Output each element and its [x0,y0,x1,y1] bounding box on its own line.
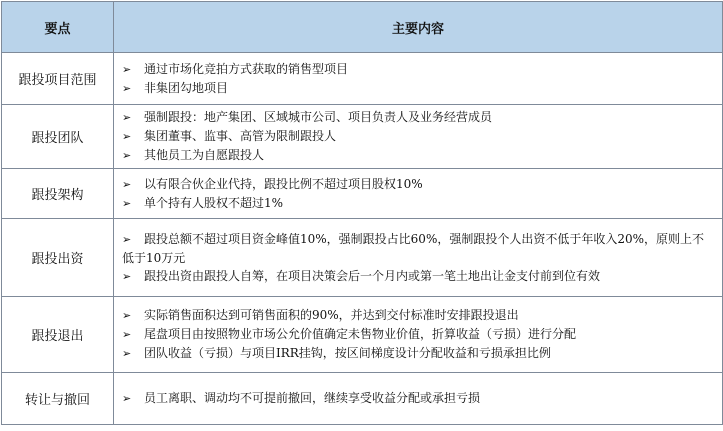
arrowhead-bullet-icon: ➢ [122,309,132,322]
list-item: ➢ 强制跟投：地产集团、区域城市公司、项目负责人及业务经营成员 [122,108,716,127]
row-content [114,105,723,169]
table-row [2,53,723,105]
list-item: ➢ 以有限合伙企业代持，跟投比例不超过项目股权10% [122,175,716,194]
table-row [2,105,723,169]
row-key: 跟投团队 [2,105,114,169]
row-key: 跟投项目范围 [2,53,114,105]
list-item: ➢ 实际销售面积达到可销售面积的90%，并达到交付标准时安排跟投退出 [122,306,716,325]
arrowhead-bullet-icon: ➢ [122,81,132,95]
row-content [114,297,723,373]
list-item: ➢ 集团董事、监事、高管为限制跟投人 [122,127,716,146]
table-row [2,297,723,373]
list-item: ➢ 跟投出资由跟投人自筹，在项目决策会后一个月内或第一笔土地出让金支付前到位有效 [122,267,716,286]
header-key: 要点 [2,2,114,53]
arrowhead-bullet-icon: ➢ [122,177,132,191]
arrowhead-bullet-icon: ➢ [122,328,132,341]
row-content [114,169,723,219]
arrowhead-bullet-icon: ➢ [122,392,132,405]
list-item: ➢ 员工离职、调动均不可提前撤回，继续享受收益分配或承担亏损 [122,389,716,408]
row-key: 转让与撤回 [2,373,114,425]
arrowhead-bullet-icon: ➢ [122,111,132,124]
row-content [114,53,723,105]
arrowhead-bullet-icon: ➢ [122,62,132,76]
arrowhead-bullet-icon: ➢ [122,347,132,360]
list-item: ➢ 其他员工为自愿跟投人 [122,146,716,165]
row-key: 跟投退出 [2,297,114,373]
list-item: ➢ 尾盘项目由按照物业市场公允价值确定未售物业价值，折算收益（亏损）进行分配 [122,325,716,344]
list-item: ➢ 团队收益（亏损）与项目IRR挂钩，按区间梯度设计分配收益和亏损承担比例 [122,344,716,363]
arrowhead-bullet-icon: ➢ [122,130,132,143]
table-header-row [2,2,723,53]
table-row [2,219,723,297]
arrowhead-bullet-icon: ➢ [122,149,132,162]
list-item: ➢ 单个持有人股权不超过1% [122,194,716,213]
arrowhead-bullet-icon: ➢ [122,232,132,246]
table-row [2,373,723,425]
table-row [2,169,723,219]
row-key: 跟投架构 [2,169,114,219]
co-investment-table [1,1,723,425]
row-content [114,373,723,425]
arrowhead-bullet-icon: ➢ [122,196,132,210]
row-content [114,219,723,297]
header-content: 主要内容 [114,2,723,53]
list-item: ➢ 跟投总额不超过项目资金峰值10%，强制跟投占比60%，强制跟投个人出资不低于年收入20%，原则上不低于10万元 [122,231,705,265]
list-item: ➢ 非集团勾地项目 [122,79,716,98]
arrowhead-bullet-icon: ➢ [122,269,132,283]
list-item: ➢ 通过市场化竞拍方式获取的销售型项目 [122,60,716,79]
row-key: 跟投出资 [2,219,114,297]
